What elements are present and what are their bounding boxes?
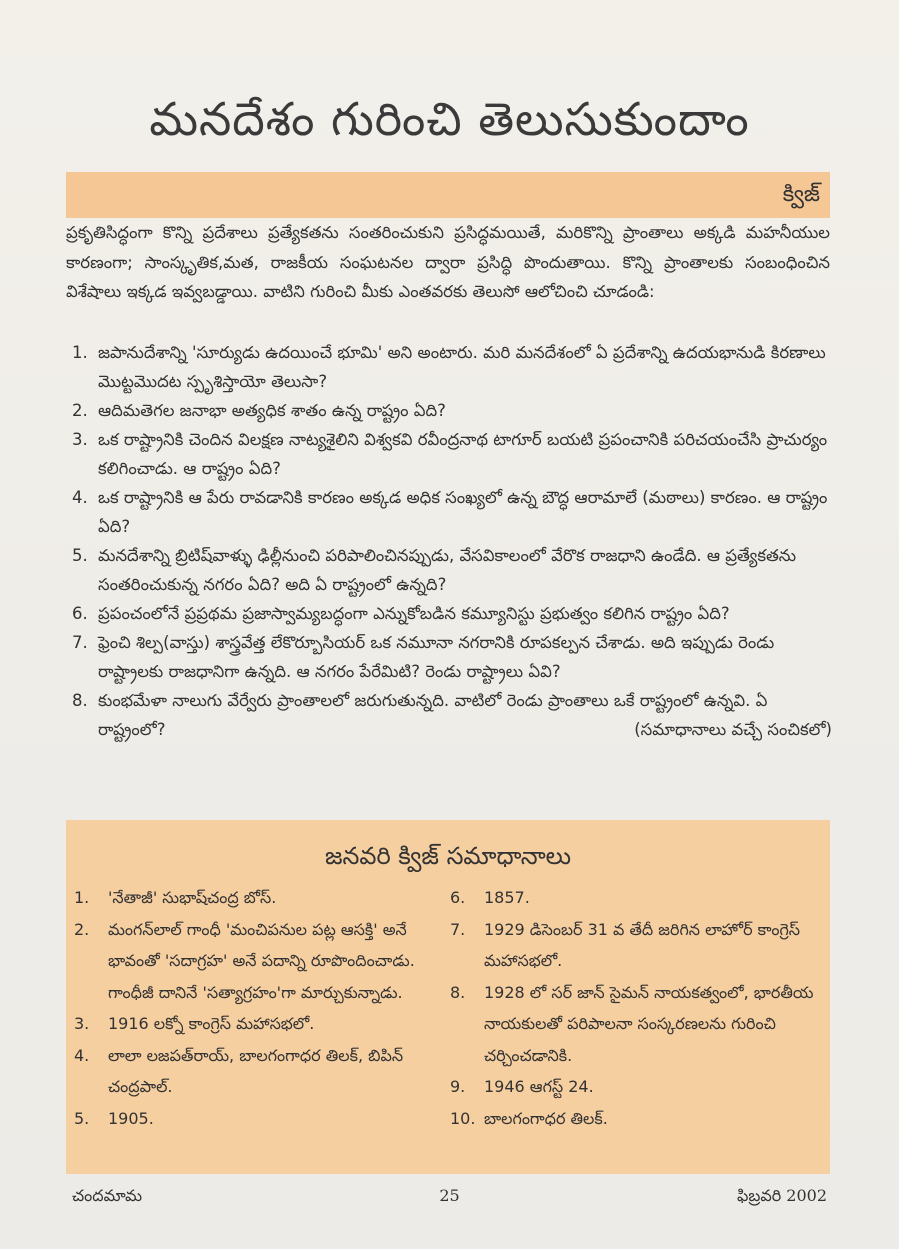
answer-number: 7. xyxy=(450,919,466,939)
answer-text: లాలా లజపత్‌రాయ్, బాలగంగాధర తిలక్, బిపిన్ చంద్రపాల్. xyxy=(108,1045,404,1096)
question-text: జపానుదేశాన్ని 'సూర్యుడు ఉదయించే భూమి' అని అంటారు. మరి మనదేశంలో ఏ ప్రదేశాన్ని ఉదయభానుడి కిరణాలు మొట్టమొదట స్పృశిస్తాయో తెలుసా? xyxy=(98,343,826,391)
answer-number: 3. xyxy=(74,1014,90,1033)
answer-text: 1946 ఆగస్ట్ 24. xyxy=(484,1077,594,1096)
answer-item xyxy=(450,1071,824,1103)
answer-number: 10. xyxy=(450,1108,476,1128)
answer-item xyxy=(74,1008,444,1040)
answer-item xyxy=(74,1040,444,1103)
answer-item xyxy=(74,1103,444,1135)
magazine-name: చందమామ xyxy=(72,1186,143,1205)
answers-title: జనవరి క్విజ్ సమాధానాలు xyxy=(324,842,572,870)
question-number: 3. xyxy=(72,430,88,449)
answer-number: 4. xyxy=(74,1045,90,1065)
question-number: 2. xyxy=(72,401,88,420)
question-text: ఆదిమతెగల జనాభా అత్యధిక శాతం ఉన్న రాష్ట్రం ఏది? xyxy=(98,401,446,420)
answers-right-column xyxy=(450,882,824,1134)
answer-number: 5. xyxy=(74,1108,90,1128)
question-list xyxy=(72,338,832,744)
quiz-label: క్విజ్ xyxy=(782,182,820,207)
answer-number: 8. xyxy=(450,982,466,1002)
answer-text: 1857. xyxy=(484,888,530,907)
answer-text: 1905. xyxy=(108,1108,154,1128)
answer-item xyxy=(450,914,824,977)
question-item xyxy=(72,541,832,599)
question-text: ఒక రాష్ట్రానికి చెందిన విలక్షణ నాట్యశైలిని విశ్వకవి రవీంద్రనాథ టాగూర్ బయటి ప్రపంచానికి పరిచయంచేసి ప్రాచుర్యం కలిగించాడు. ఆ రాష్ట్రం ఏది? xyxy=(98,430,828,478)
answer-text: 1928 లో సర్ జాన్ సైమన్ నాయకత్వంలో, భారతీయ నాయకులతో పరిపాలనా సంస్కరణలను గురించి చర్చించడానికి. xyxy=(484,982,814,1065)
question-item xyxy=(72,628,832,686)
answer-item xyxy=(74,914,444,1009)
answer-item xyxy=(74,882,444,914)
question-item xyxy=(72,599,832,628)
answer-text: 'నేతాజీ' సుభాష్‌చంద్ర బోస్. xyxy=(108,888,277,907)
question-text: కుంభమేళా నాలుగు వేర్వేరు ప్రాంతాలలో జరుగుతున్నది. వాటిలో రెండు ప్రాంతాలు ఒకే రాష్ట్రంలో ఉన్నవి. ఏ రాష్ట్రంలో? xyxy=(98,691,768,739)
question-text: ఫ్రెంచి శిల్ప(వాస్తు) శాస్త్రవేత్త లేకొర్బూసియర్ ఒక నమూనా నగరానికి రూపకల్పన చేశాడు. అది ఇప్పుడు రెండు రాష్ట్రాలకు రాజధానిగా ఉన్నది. ఆ నగరం పేరేమిటి? రెండు రాష్ట్రాలు ఏవి? xyxy=(98,633,775,681)
question-item xyxy=(72,483,832,541)
question-text: మనదేశాన్ని బ్రిటిష్‌వాళ్ళు ఢిల్లీనుంచి పరిపాలించినప్పుడు, వేసవికాలంలో వేరొక రాజధాని ఉండేది. ఆ ప్రత్యేకతను సంతరించుకున్న నగరం ఏది? అది ఏ రాష్ట్రంలో ఉన్నది? xyxy=(98,546,797,594)
page-number: 25 xyxy=(439,1186,460,1205)
answer-item xyxy=(450,1103,824,1135)
question-number: 8. xyxy=(72,691,88,710)
answers-box xyxy=(66,820,830,1174)
answers-left-column xyxy=(74,882,444,1134)
question-text: ఒక రాష్ట్రానికి ఆ పేరు రావడానికి కారణం అక్కడ అధిక సంఖ్యలో ఉన్న బౌద్ధ ఆరామాలే (మఠాలు) కారణం. ఆ రాష్ట్రం ఏది? xyxy=(98,488,828,536)
question-number: 6. xyxy=(72,604,88,623)
answer-text: 1929 డిసెంబర్ 31 వ తేదీ జరిగిన లాహోర్ కాంగ్రెస్ మహాసభలో. xyxy=(484,919,801,970)
question-item xyxy=(72,425,832,483)
quiz-header-band xyxy=(66,172,830,218)
answer-item xyxy=(450,882,824,914)
question-text: ప్రపంచంలోనే ప్రప్రథమ ప్రజాస్వామ్యబద్ధంగా ఎన్నుకోబడిన కమ్యూనిస్టు ప్రభుత్వం కలిగిన రాష్ట్రం ఏది? xyxy=(98,604,730,623)
answers-next-issue-note: (సమాధానాలు వచ్చే సంచికలో) xyxy=(634,720,832,739)
answer-text: బాలగంగాధర తిలక్. xyxy=(484,1108,608,1128)
question-number: 1. xyxy=(72,343,88,362)
page-title: మనదేశం గురించి తెలుసుకుందాం xyxy=(149,92,750,146)
intro-paragraph: ప్రకృతిసిద్ధంగా కొన్ని ప్రదేశాలు ప్రత్యేకతను సంతరించుకుని ప్రసిద్ధమయితే, మరికొన్ని ప్రాంతాలు అక్కడి మహనీయుల కారణంగా; సాంస్కృతిక,మత, రాజకీయ సంఘటనల ద్వారా ప్రసిద్ధి పొందుతాయి. కొన్ని ప్రాంతాలకు సంబంధించిన విశేషాలు ఇక్కడ ఇవ్వబడ్డాయి. వాటిని గురించి మీకు ఎంతవరకు తెలుసో ఆలోచించి చూడండి: xyxy=(66,223,830,301)
answer-number: 6. xyxy=(450,888,466,907)
answer-text: 1916 లక్నో కాంగ్రెస్ మహాసభలో. xyxy=(108,1014,315,1033)
question-number: 4. xyxy=(72,488,88,507)
answer-number: 1. xyxy=(74,888,90,907)
answer-text: మంగన్‌లాల్ గాంధీ 'మంచిపనుల పట్ల ఆసక్తి' అనే భావంతో 'సదాగ్రహ' అనే పదాన్ని రూపొందించాడు. గాంధీజీ దానినే 'సత్యాగ్రహం'గా మార్చుకున్నాడు. xyxy=(108,919,415,1002)
answer-item xyxy=(450,977,824,1072)
answer-number: 9. xyxy=(450,1077,466,1096)
answer-number: 2. xyxy=(74,919,90,939)
question-number: 5. xyxy=(72,546,88,565)
question-item xyxy=(72,686,832,744)
question-item xyxy=(72,396,832,425)
question-number: 7. xyxy=(72,633,88,652)
issue-date: ఫిబ్రవరి 2002 xyxy=(736,1186,827,1205)
question-item xyxy=(72,338,832,396)
